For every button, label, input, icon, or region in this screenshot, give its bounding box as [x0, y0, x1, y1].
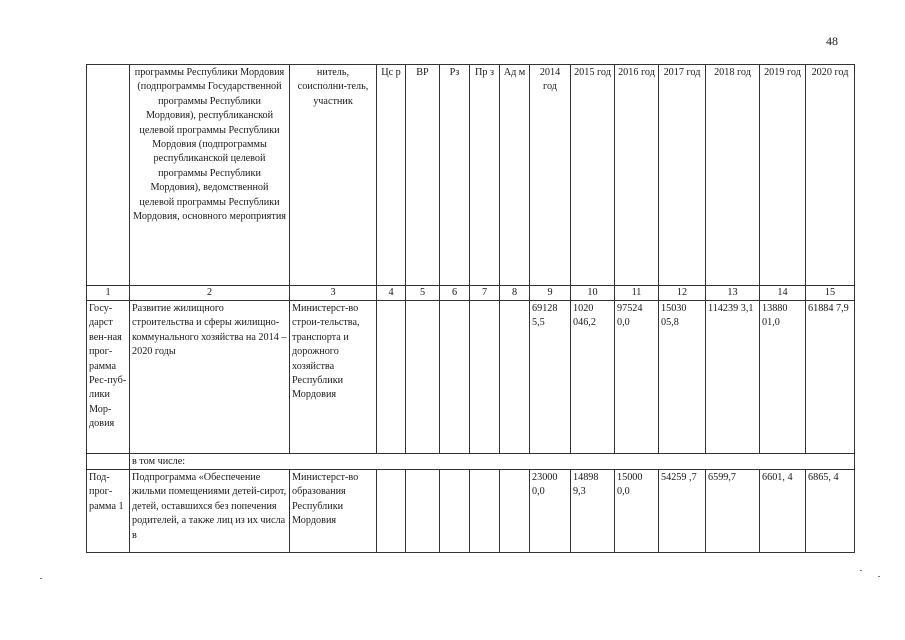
subprogram-2015-value: 14898 9,3: [571, 470, 615, 553]
column-number: 8: [500, 286, 530, 301]
column-number: 12: [659, 286, 706, 301]
column-number: 13: [706, 286, 760, 301]
program-rz: [440, 301, 470, 454]
column-number: 14: [760, 286, 806, 301]
column-number: 4: [377, 286, 406, 301]
subprogram-2014-value: 23000 0,0: [530, 470, 571, 553]
budget-table: [86, 64, 855, 553]
header-row: [87, 65, 855, 286]
column-number: 11: [615, 286, 659, 301]
subprogram-adm: [500, 470, 530, 553]
program-2017-value: 15030 05,8: [659, 301, 706, 454]
header-year-2017: 2017 год: [659, 65, 706, 286]
subprogram-rz: [440, 470, 470, 553]
header-executor: нитель, соисполни-тель, участник: [290, 65, 377, 286]
header-adm: Ад м: [500, 65, 530, 286]
program-2015-value: 1020 046,2: [571, 301, 615, 454]
subprogram-2017-value: 54259 ,7: [659, 470, 706, 553]
subprogram-2018-value: 6599,7: [706, 470, 760, 553]
header-year-2015: 2015 год: [571, 65, 615, 286]
column-number: 6: [440, 286, 470, 301]
subprogram-2016-value: 15000 0,0: [615, 470, 659, 553]
subprogram-prz: [470, 470, 500, 553]
including-row: [87, 454, 855, 470]
column-number: 5: [406, 286, 440, 301]
subprogram-2020-value: 6865, 4: [806, 470, 855, 553]
header-program-name: программы Республики Мордовия (подпрограммы Государственной программы Республики Мордовия), республиканской целевой программы Республики Мордовия (подпрограммы республиканской целевой программы Республики Мордовия), ведомственной целевой программы Республики Мордовия, основного мероприятия: [130, 65, 290, 286]
program-2016-value: 97524 0,0: [615, 301, 659, 454]
including-empty-cell: [87, 454, 130, 470]
program-prz: [470, 301, 500, 454]
column-number: 1: [87, 286, 130, 301]
header-status: [87, 65, 130, 286]
header-year-2020: 2020 год: [806, 65, 855, 286]
program-2019-value: 13880 01,0: [760, 301, 806, 454]
column-number: 3: [290, 286, 377, 301]
scan-speck: [860, 570, 862, 571]
program-2018-value: 114239 3,1: [706, 301, 760, 454]
subprogram-2019-value: 6601, 4: [760, 470, 806, 553]
header-prz: Пр з: [470, 65, 500, 286]
column-number: 10: [571, 286, 615, 301]
program-csr: [377, 301, 406, 454]
column-number: 2: [130, 286, 290, 301]
header-vr: ВР: [406, 65, 440, 286]
subprogram-type: Под-прог-рамма 1: [87, 470, 130, 553]
header-rz: Рз: [440, 65, 470, 286]
program-name: Развитие жилищного строительства и сферы жилищно-коммунального хозяйства на 2014 – 2020 годы: [130, 301, 290, 454]
program-vr: [406, 301, 440, 454]
program-row: [87, 301, 855, 454]
subprogram-executor: Министерст-во образования Республики Мордовия: [290, 470, 377, 553]
header-year-2018: 2018 год: [706, 65, 760, 286]
subprogram-csr: [377, 470, 406, 553]
program-executor: Министерст-во строи-тельства, транспорта и дорожного хозяйства Республики Мордовия: [290, 301, 377, 454]
program-2014-value: 69128 5,5: [530, 301, 571, 454]
header-year-2014: 2014 год: [530, 65, 571, 286]
column-number: 9: [530, 286, 571, 301]
including-label: в том числе:: [130, 454, 855, 470]
column-number-row: [87, 286, 855, 301]
subprogram-name: Подпрограмма «Обеспечение жильми помещениями детей-сирот, детей, оставшихся без попечения родителей, а также лиц из их числа в: [130, 470, 290, 553]
page-number: 48: [826, 34, 838, 48]
program-2020-value: 61884 7,9: [806, 301, 855, 454]
program-type: Госу-дарст вен-ная прог-рамма Рес-пуб-лики Мор-довия: [87, 301, 130, 454]
column-number: 7: [470, 286, 500, 301]
header-year-2016: 2016 год: [615, 65, 659, 286]
column-number: 15: [806, 286, 855, 301]
header-csr: Цс р: [377, 65, 406, 286]
header-year-2019: 2019 год: [760, 65, 806, 286]
program-adm: [500, 301, 530, 454]
subprogram-row: [87, 470, 855, 553]
scan-speck: [40, 578, 42, 579]
subprogram-vr: [406, 470, 440, 553]
scan-speck: [878, 576, 880, 577]
